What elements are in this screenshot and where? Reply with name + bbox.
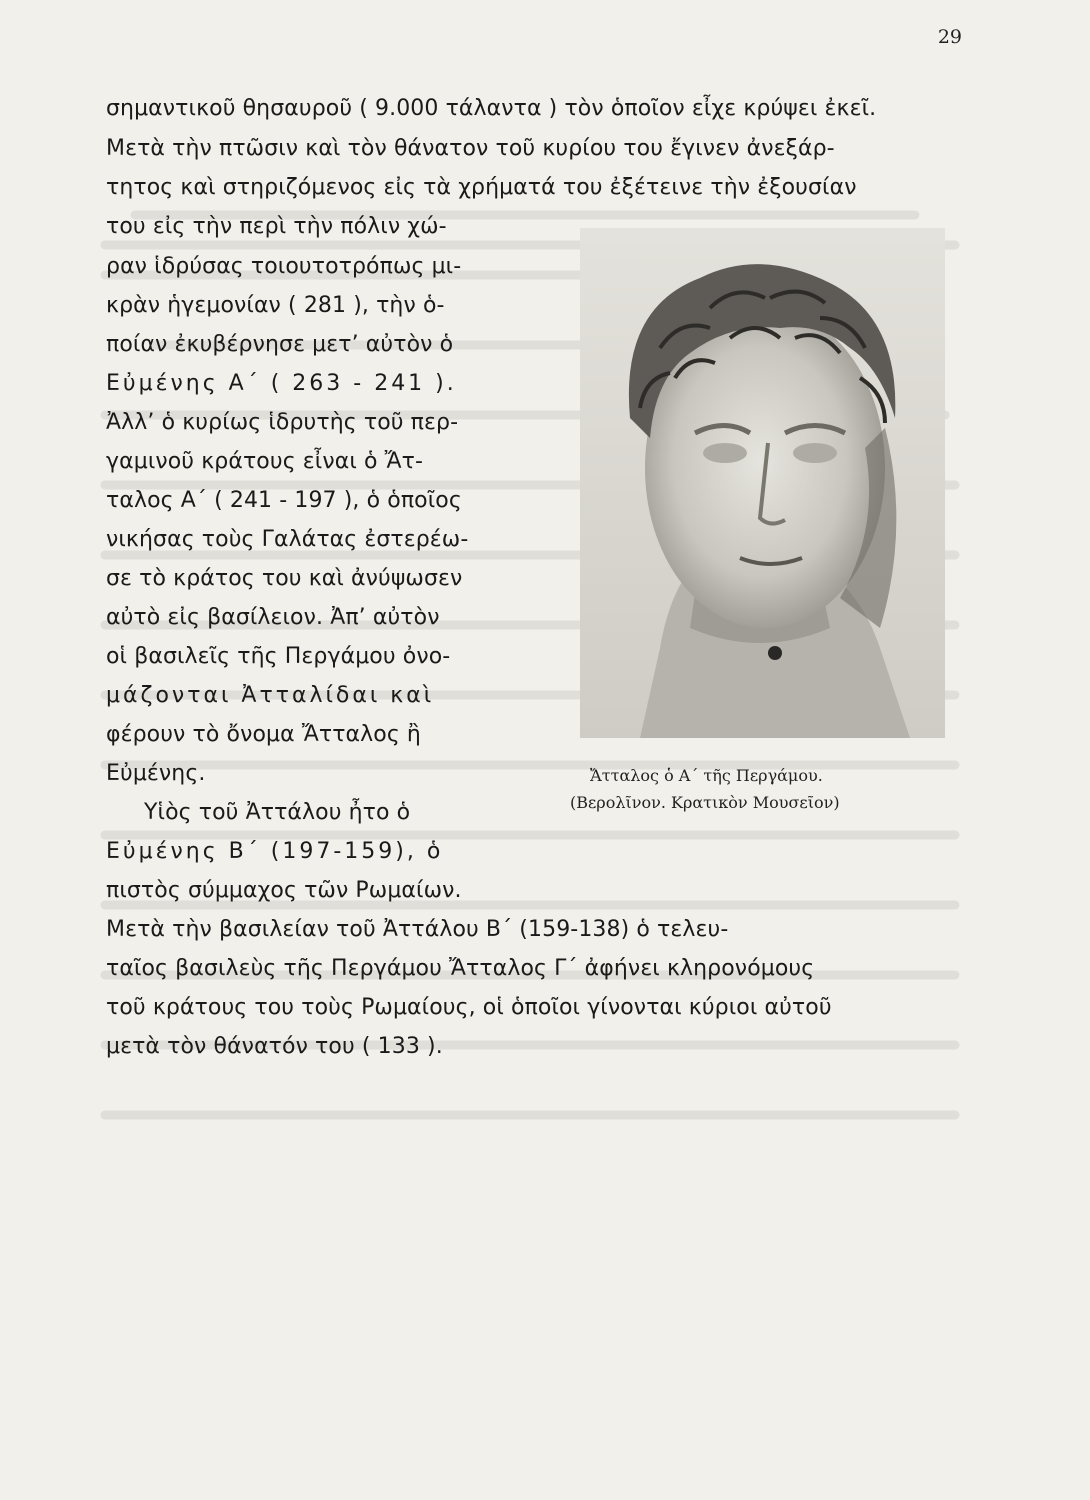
text-line: Εὐμένης Α΄ ( 263 - 241 ).: [106, 371, 457, 396]
text-line: τητος καὶ στηριζόμενος εἰς τὰ χρήματά του ἐξέτεινε τὴν ἐξουσίαν: [106, 175, 857, 200]
attalos-bust-photo: [580, 228, 945, 738]
text-line: οἱ βασιλεῖς τῆς Περγάμου ὀνο-: [106, 644, 451, 669]
text-line: ταῖος βασιλεὺς τῆς Περγάμου Ἄτταλος Γ΄ ἀφήνει κληρονόμους: [106, 956, 815, 981]
text-line: σε τὸ κράτος του καὶ ἀνύψωσεν: [106, 566, 463, 591]
text-line: νικήσας τοὺς Γαλάτας ἐστερέω-: [106, 527, 469, 552]
figure-caption-title: Ἄτταλος ὁ Α΄ τῆς Περγάμου.: [590, 766, 823, 785]
text-line: του εἰς τὴν περὶ τὴν πόλιν χώ-: [106, 214, 447, 239]
text-line: ραν ἱδρύσας τοιουτοτρόπως μι-: [106, 254, 462, 279]
page-number: 29: [937, 26, 962, 48]
text-line: Μετὰ τὴν πτῶσιν καὶ τὸν θάνατον τοῦ κυρίου του ἔγινεν ἀνεξάρ-: [106, 136, 835, 161]
text-line: Ἀλλ’ ὁ κυρίως ἱδρυτὴς τοῦ περ-: [106, 410, 459, 435]
text-line: τοῦ κράτους του τοὺς Ρωμαίους, οἱ ὁποῖοι γίνονται κύριοι αὐτοῦ: [106, 995, 832, 1020]
text-line: πιστὸς σύμμαχος τῶν Ρωμαίων.: [106, 878, 462, 903]
text-line: γαμινοῦ κράτους εἶναι ὁ Ἄτ-: [106, 449, 424, 474]
text-line: αὐτὸ εἰς βασίλειον. Ἀπ’ αὐτὸν: [106, 605, 440, 630]
figure-caption-source: (Βερολῖνον. Κρατικὸν Μουσεῖον): [570, 793, 840, 812]
text-line: Υἱὸς τοῦ Ἀττάλου ἦτο ὁ: [144, 800, 411, 825]
text-line: Εὐμένης.: [106, 761, 206, 786]
text-line: σημαντικοῦ θησαυροῦ ( 9.000 τάλαντα ) τὸν ὁποῖον εἶχε κρύψει ἐκεῖ.: [106, 96, 877, 121]
text-line: ταλος Α΄ ( 241 - 197 ), ὁ ὁποῖος: [106, 488, 462, 513]
text-line: μετὰ τὸν θάνατόν του ( 133 ).: [106, 1034, 443, 1059]
text-line: Μετὰ τὴν βασιλείαν τοῦ Ἀττάλου Β΄ (159-138) ὁ τελευ-: [106, 917, 729, 942]
text-line: φέρουν τὸ ὄνομα Ἄτταλος ἢ: [106, 722, 421, 747]
text-line: κρὰν ἡγεμονίαν ( 281 ), τὴν ὁ-: [106, 293, 445, 318]
text-line: μάζονται Ἀτταλίδαι καὶ: [106, 683, 435, 708]
text-line: Εὐμένης Β΄ (197-159), ὁ: [106, 839, 444, 864]
text-line: ποίαν ἐκυβέρνησε μετ’ αὐτὸν ὁ: [106, 332, 454, 357]
